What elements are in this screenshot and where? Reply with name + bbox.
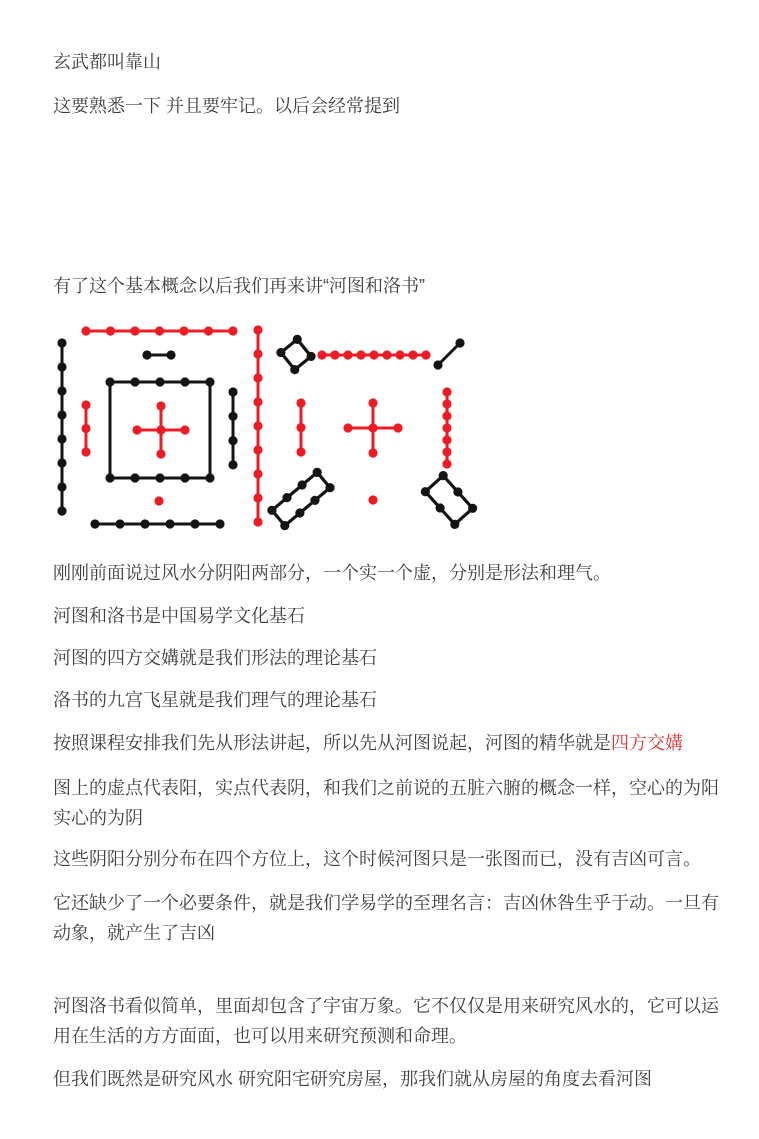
text-segment: 按照课程安排我们先从形法讲起，所以先从河图说起，河图的精华就是 — [53, 733, 611, 753]
paragraph-5 — [53, 601, 305, 631]
paragraph-4 — [53, 558, 611, 588]
luoshu-top-9-dots — [317, 350, 430, 359]
paragraph-11 — [53, 888, 719, 948]
text-line: 玄武都叫靠山 — [53, 52, 161, 72]
hetu-south-7-dots — [81, 326, 237, 335]
paragraph-1 — [53, 47, 161, 77]
luoshu-bottom-1-dot — [368, 495, 377, 504]
text-line: 图上的虚点代表阳，实点代表阴，和我们之前说的五脏六腑的概念一样，空心的为阳 — [53, 778, 719, 798]
hetu-east-3-dots — [81, 400, 90, 456]
paragraph-10 — [53, 844, 701, 874]
hetu-west-9-dots — [253, 325, 262, 526]
text-line: 河图洛书看似简单，里面却包含了宇宙万象。它不仅仅是用来研究风水的，它可以运 — [53, 996, 719, 1016]
text-line: 刚刚前面说过风水分阴阳两部分，一个实一个虚，分别是形法和理气。 — [53, 563, 611, 583]
paragraph-7 — [53, 685, 377, 715]
hetu-center-5-cross — [132, 401, 189, 458]
hetu-north-1-dot — [154, 496, 163, 505]
text-line: 实心的为阴 — [53, 808, 143, 828]
text-line: 这要熟悉一下 并且要牢记。以后会经常提到 — [53, 96, 400, 116]
luoshu-top-left-4-dots — [274, 333, 317, 376]
paragraph-2 — [53, 91, 400, 121]
luoshu-top-right-2-dots — [433, 338, 464, 369]
hetu-luoshu-diagram — [40, 320, 480, 535]
hetu-north-6-dots — [90, 519, 224, 528]
luoshu-right-7-dots — [442, 387, 451, 468]
luoshu-left-3-dots — [296, 398, 305, 456]
text-line: 这些阴阳分别分布在四个方位上，这个时候河图只是一张图而已，没有吉凶可言。 — [53, 849, 701, 869]
paragraph-12 — [53, 991, 719, 1051]
figure-luoshu — [265, 333, 479, 532]
hetu-south-2-dots — [142, 350, 175, 359]
text-line — [53, 728, 683, 758]
text-line: 它还缺少了一个必要条件，就是我们学易学的至理名言：吉凶休咎生乎于动。一旦有 — [53, 893, 719, 913]
paragraph-13 — [53, 1064, 652, 1094]
figure-hetu — [57, 325, 262, 528]
paragraph-8 — [53, 728, 683, 758]
hetu-west-4-dots — [228, 387, 237, 469]
hetu-east-8-dots — [57, 338, 66, 515]
luoshu-center-5-cross — [343, 398, 402, 457]
luoshu-bottom-left-8-dots — [265, 466, 336, 532]
text-line: 用在生活的方方面面，也可以用来研究预测和命理。 — [53, 1026, 467, 1046]
paragraph-3 — [53, 271, 425, 301]
text-line: 洛书的九宫飞星就是我们理气的理论基石 — [53, 690, 377, 710]
highlight-text: 四方交媾 — [611, 733, 683, 753]
text-line: 河图的四方交媾就是我们形法的理论基石 — [53, 648, 377, 668]
text-line: 有了这个基本概念以后我们再来讲“河图和洛书” — [53, 276, 425, 296]
paragraph-6 — [53, 643, 377, 673]
luoshu-bottom-right-6-dots — [419, 469, 479, 531]
text-line: 但我们既然是研究风水 研究阳宅研究房屋，那我们就从房屋的角度去看河图 — [53, 1069, 652, 1089]
text-line: 动象，就产生了吉凶 — [53, 923, 215, 943]
text-line: 河图和洛书是中国易学文化基石 — [53, 606, 305, 626]
paragraph-9 — [53, 773, 719, 833]
